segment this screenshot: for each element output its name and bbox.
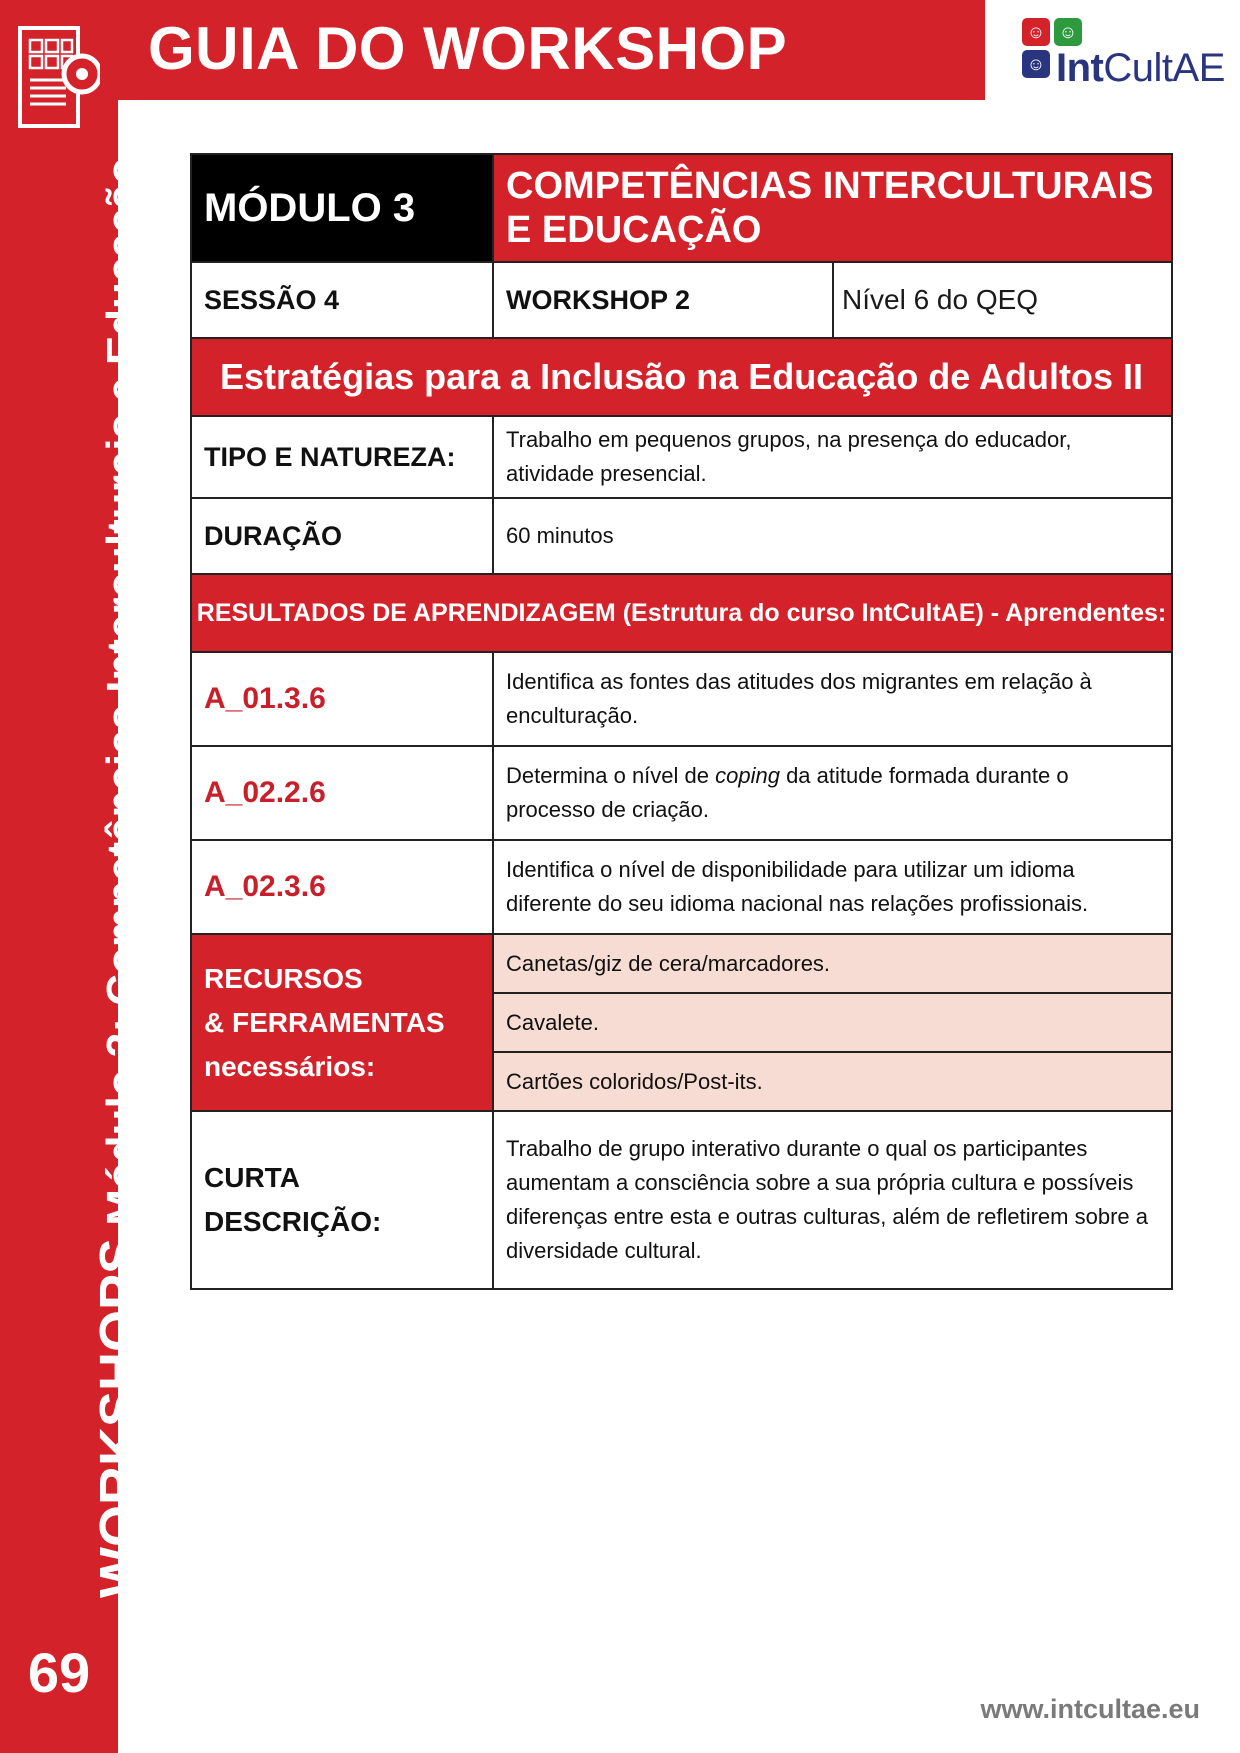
logo-green-square-icon: ☺ <box>1054 18 1082 46</box>
duration-value: 60 minutos <box>493 498 1172 574</box>
module-title-line2: E EDUCAÇÃO <box>506 209 762 251</box>
outcomes-header-row <box>191 574 1172 652</box>
resource-item: Cartões coloridos/Post-its. <box>493 1052 1172 1111</box>
module-title <box>493 154 1172 262</box>
outcome-text: Identifica o nível de disponibilidade para utilizar um idioma diferente do seu idioma nacional nas relações profissionais. <box>493 840 1172 934</box>
outcome-row <box>191 746 1172 840</box>
module-label: MÓDULO 3 <box>191 154 493 262</box>
header-title: GUIA DO WORKSHOP <box>148 15 788 82</box>
module-row <box>191 154 1172 262</box>
outcome-row <box>191 652 1172 746</box>
type-value: Trabalho em pequenos grupos, na presença do educador, atividade presencial. <box>493 416 1172 498</box>
outcome-code: A_02.2.6 <box>191 746 493 840</box>
outcome-text-italic: coping <box>715 763 780 788</box>
sidebar-title-rest: Módulo 3: Competências Interculturais e Educação <box>98 157 147 1238</box>
outcome-text: Identifica as fontes das atitudes dos migrantes em relação à enculturação. <box>493 652 1172 746</box>
outcome-row <box>191 840 1172 934</box>
logo-text-rest: CultAE <box>1103 46 1225 90</box>
duration-row <box>191 498 1172 574</box>
outcome-code: A_02.3.6 <box>191 840 493 934</box>
session-row <box>191 262 1172 338</box>
resources-label-line2: & FERRAMENTAS <box>204 1006 445 1038</box>
duration-label: DURAÇÃO <box>191 498 493 574</box>
sidebar-title <box>88 157 150 1598</box>
footer-url: www.intcultae.eu <box>980 1694 1200 1724</box>
description-label-line1: CURTA <box>204 1162 300 1193</box>
level-value: Nível 6 do QEQ <box>833 262 1172 338</box>
outcome-text-part: Determina o nível de <box>506 763 716 788</box>
resource-item: Canetas/giz de cera/marcadores. <box>493 934 1172 993</box>
resources-label-line1: RECURSOS <box>204 962 363 994</box>
logo-blue-square-icon: ☺ <box>1022 50 1050 78</box>
description-label <box>191 1111 493 1289</box>
logo-red-square-icon: ☺ <box>1022 18 1050 46</box>
module-title-line1: COMPETÊNCIAS INTERCULTURAIS <box>506 165 1154 207</box>
resources-label-line3: necessários: <box>204 1050 376 1082</box>
intcultae-logo <box>1022 18 1225 90</box>
workshop-title: Estratégias para a Inclusão na Educação de Adultos II <box>191 338 1172 416</box>
logo-text-bold: Int <box>1056 46 1104 90</box>
module-table <box>190 153 1173 1290</box>
outcome-text <box>493 746 1172 840</box>
description-text: Trabalho de grupo interativo durante o qual os participantes aumentam a consciência sobre a sua própria cultura e possíveis diferenças entre esta e outras culturas, além de refletirem sobre a diversidade cultural. <box>493 1111 1172 1289</box>
type-row <box>191 416 1172 498</box>
workshop-label: WORKSHOP 2 <box>493 262 833 338</box>
outcome-code: A_01.3.6 <box>191 652 493 746</box>
description-row <box>191 1111 1172 1289</box>
type-label: TIPO E NATUREZA: <box>191 416 493 498</box>
sidebar-title-bold: WORKSHOPS <box>89 1237 149 1598</box>
description-label-line2: DESCRIÇÃO: <box>204 1206 382 1237</box>
outcome-text-part: da atitude formada durante o processo de criação. <box>506 763 1069 822</box>
outcomes-header: RESULTADOS DE APRENDIZAGEM (Estrutura do curso IntCultAE) - Aprendentes: <box>191 574 1172 652</box>
page-number: 69 <box>27 1641 91 1704</box>
session-label: SESSÃO 4 <box>191 262 493 338</box>
workshop-title-row <box>191 338 1172 416</box>
logo-wordmark <box>1056 46 1225 91</box>
workshop-guide-icon <box>18 26 100 130</box>
resource-item: Cavalete. <box>493 993 1172 1052</box>
resource-row <box>191 934 1172 993</box>
resources-label <box>191 934 493 1111</box>
